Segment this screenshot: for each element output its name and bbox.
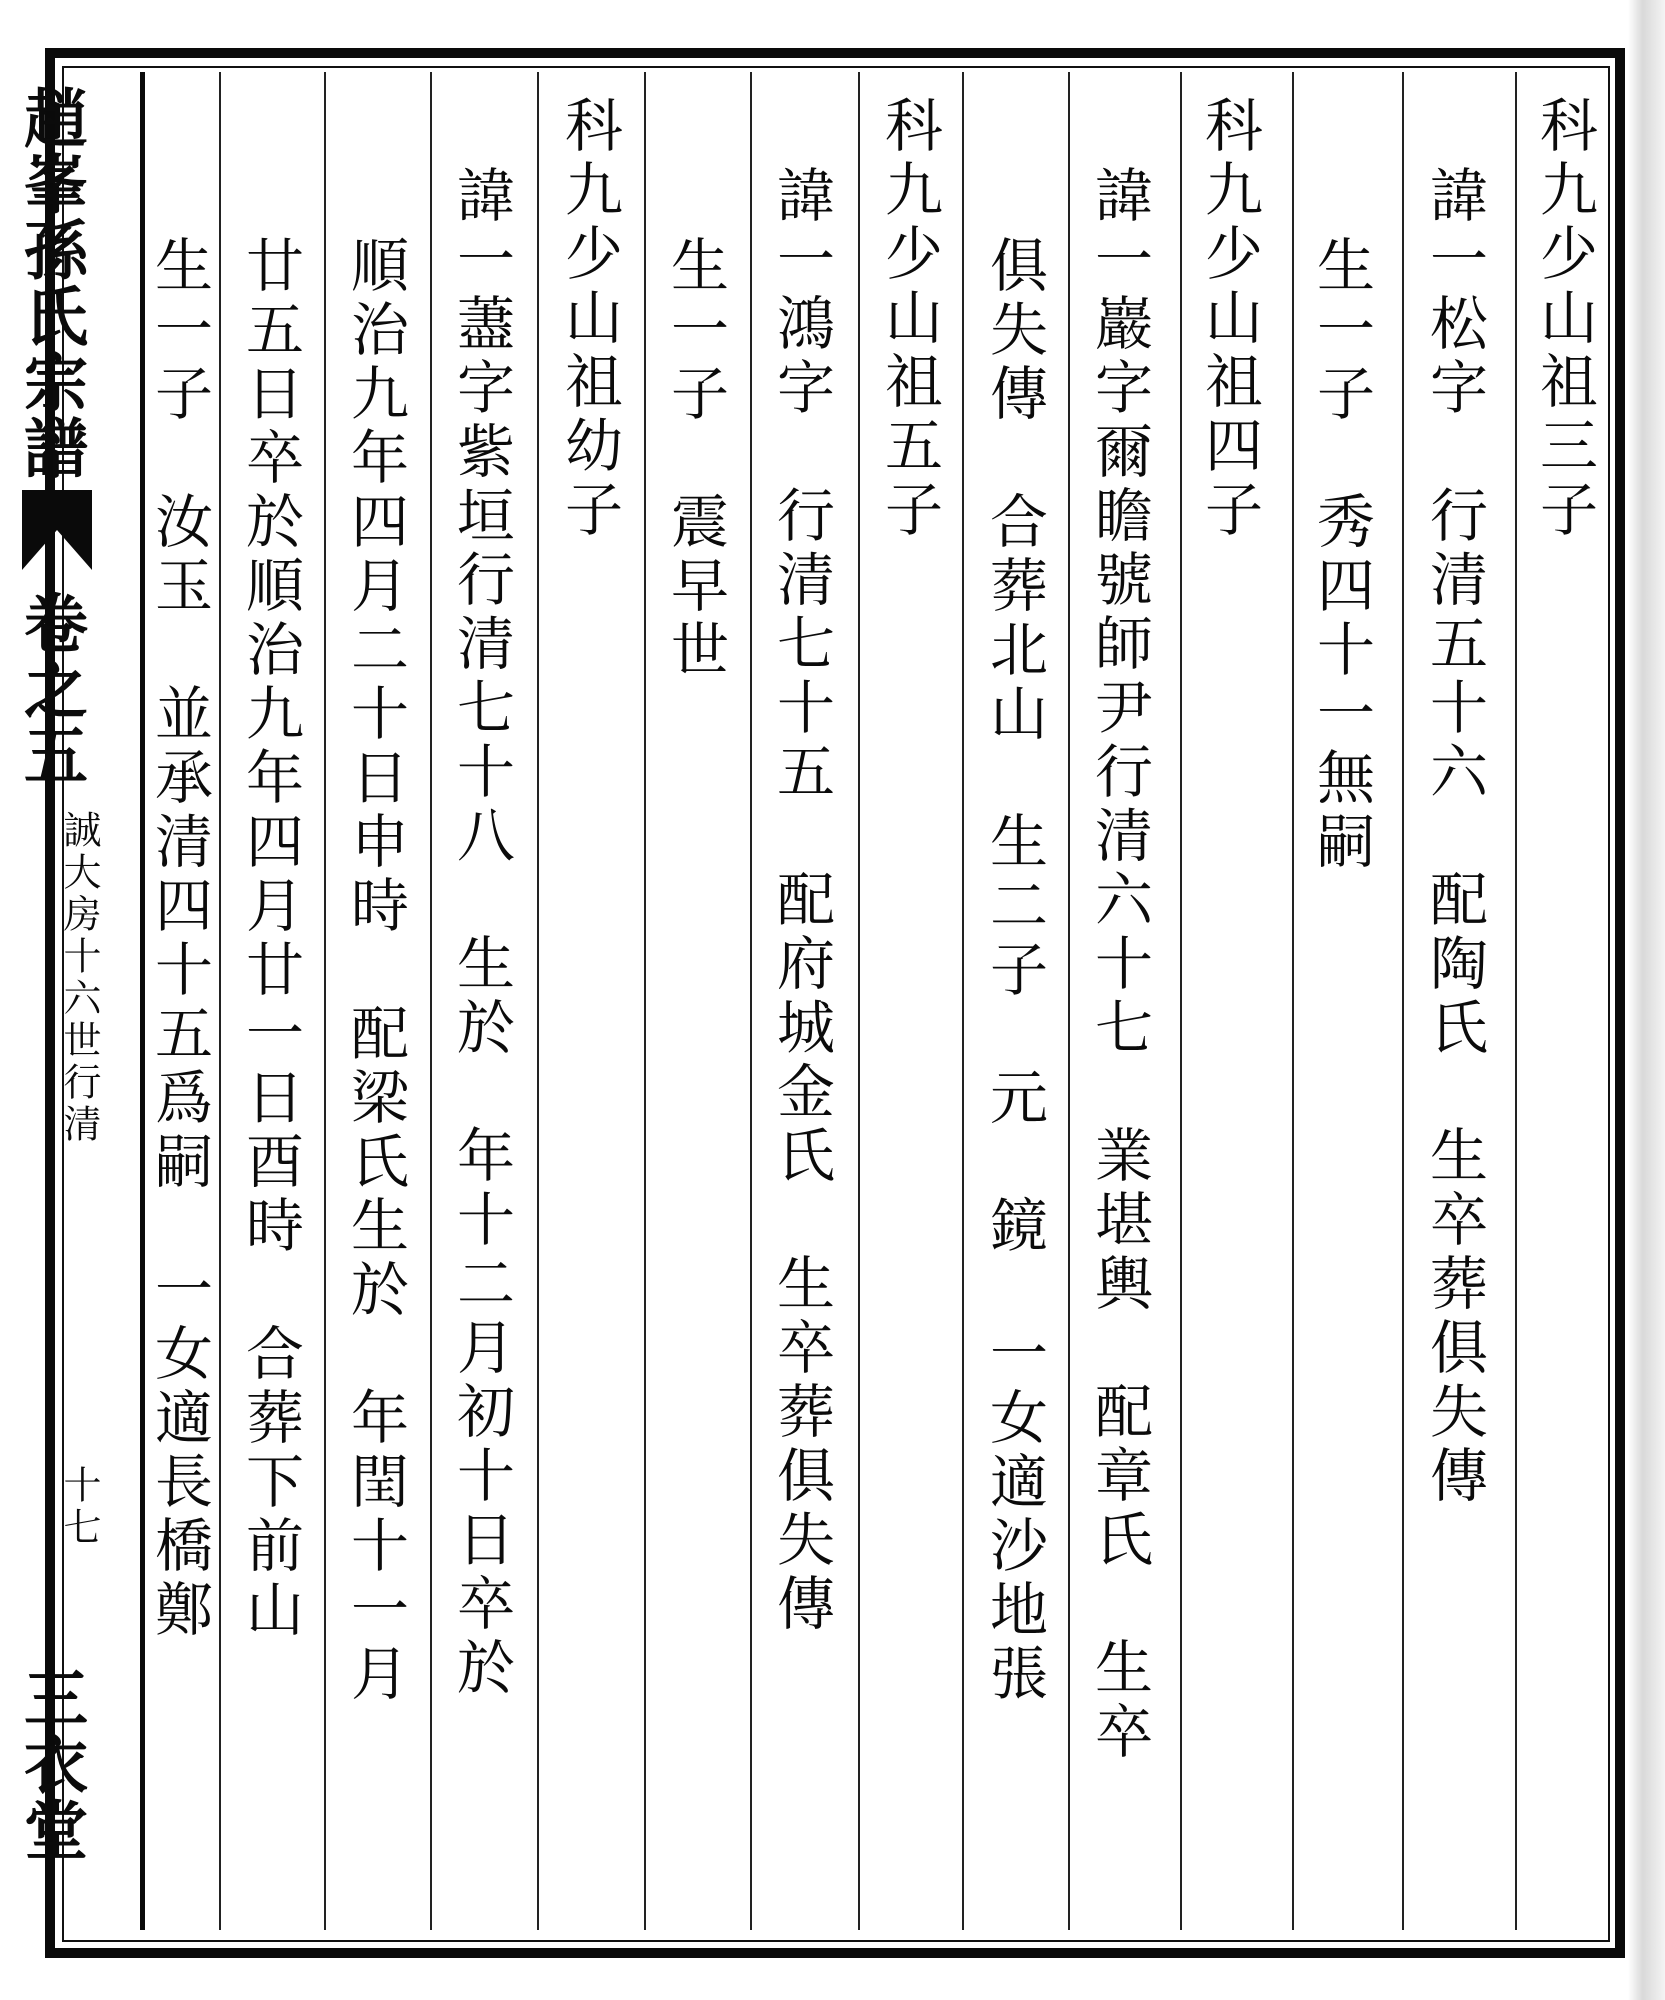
column-rule [1402, 72, 1404, 1930]
column-rule [219, 72, 221, 1930]
fishtail-mark-icon [22, 490, 92, 570]
entry-line: 諱一藎字紫垣行清七十八 生於 年十二月初十日卒於 [447, 165, 515, 1701]
entry-line: 廿五日卒於順治九年四月廿一日酉時 合葬下前山 [236, 235, 304, 1643]
entry-heading: 科九少山祖四子 [1195, 95, 1263, 543]
entry-line: 諱一巖字爾瞻號師尹行清六十七 業堪輿 配章氏 生卒 [1085, 165, 1153, 1765]
entry-heading: 科九少山祖幼子 [555, 95, 623, 543]
spine-hall-name: 三衣堂 [13, 1665, 88, 1863]
entry-line: 生一子 秀四十一無嗣 [1307, 235, 1375, 875]
entry-line: 生一子 震早世 [661, 235, 729, 683]
column-rule [430, 72, 432, 1930]
column-rule [644, 72, 646, 1930]
column-rule [1068, 72, 1070, 1930]
spine-volume: 卷之五 [13, 590, 88, 788]
column-rule [1515, 72, 1517, 1930]
column-rule [858, 72, 860, 1930]
column-rule [1292, 72, 1294, 1930]
column-rule [537, 72, 539, 1930]
entry-heading: 科九少山祖五子 [875, 95, 943, 543]
entry-line: 順治九年四月二十日申時 配梁氏生於 年閏十一月 [341, 235, 409, 1707]
column-rule [1180, 72, 1182, 1930]
page-number: 十七 [57, 1465, 101, 1549]
entry-heading: 科九少山祖三子 [1530, 95, 1598, 543]
column-rule [962, 72, 964, 1930]
column-rule [324, 72, 326, 1930]
entry-line: 諱一鴻字 行清七十五 配府城金氏 生卒葬俱失傳 [767, 165, 835, 1637]
column-rule [750, 72, 752, 1930]
spine-title: 趙峯孫氏宗譜 [13, 85, 88, 481]
page-edge [1628, 0, 1665, 2000]
entry-line: 俱失傳 合葬北山 生二子 元 鏡 一女適沙地張 [980, 235, 1048, 1707]
entry-line: 生一子 汝玉 並承清四十五爲嗣 一女適長橋鄭 [145, 235, 213, 1643]
spine-section: 誠大房十六世行清 [57, 810, 101, 1146]
entry-line: 諱一松字 行清五十六 配陶氏 生卒葬俱失傳 [1420, 165, 1488, 1509]
